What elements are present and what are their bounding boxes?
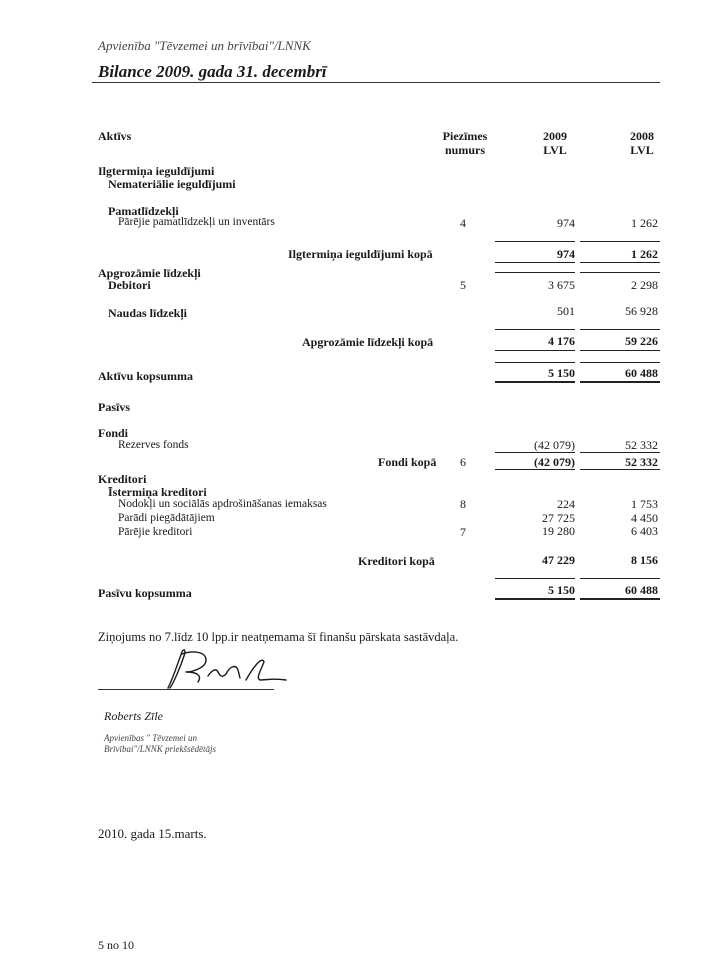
rule (495, 362, 575, 363)
rule (580, 241, 660, 242)
organization-name: Apvienība "Tēvzemei un brīvībai"/LNNK (98, 38, 311, 53)
row-label-cash: Naudas līdzekļi (108, 306, 188, 320)
double-rule (495, 381, 575, 383)
row-2009-total-assets: 5 150 (548, 366, 575, 380)
rule (580, 329, 660, 330)
row-2009-other-fixed-assets: 974 (557, 216, 575, 230)
row-2008-total-assets: 60 488 (625, 366, 658, 380)
rule (580, 452, 660, 453)
row-2009-cash: 501 (557, 304, 575, 318)
section-funds: Fondi (98, 426, 129, 440)
row-2009-taxes: 224 (557, 497, 575, 511)
row-note-other-creditors: 7 (460, 525, 466, 539)
rule (580, 350, 660, 351)
row-2009-creditors-total: 47 229 (542, 553, 575, 567)
rule (495, 329, 575, 330)
row-label-funds-total: Fondi kopā (378, 455, 437, 469)
row-label-suppliers: Parādi piegādātājiem (118, 512, 215, 524)
row-2008-cash: 56 928 (625, 304, 658, 318)
row-label-other-creditors: Pārējie kreditori (118, 526, 193, 538)
document-date: 2010. gada 15.marts. (98, 826, 207, 841)
column-header-2008-currency: LVL (630, 143, 654, 157)
rule (580, 469, 660, 470)
row-note-taxes: 8 (460, 497, 466, 511)
subsection-intangible-assets: Nemateriālie ieguldījumi (108, 177, 236, 191)
double-rule (580, 381, 660, 383)
page-number: 5 no 10 (98, 938, 134, 952)
row-label-total-liabilities: Pasīvu kopsumma (98, 586, 192, 600)
row-2008-current-total: 59 226 (625, 334, 658, 348)
row-label-reserve-fund: Rezerves fonds (118, 439, 189, 451)
row-2008-reserve-fund: 52 332 (625, 438, 658, 452)
rule (495, 272, 575, 273)
row-label-taxes: Nodokļi un sociālās apdrošināšanas iemaksas (118, 498, 327, 510)
subsection-fixed-assets: Pamatlīdzekļi (108, 204, 179, 218)
column-header-2009-currency: LVL (543, 143, 567, 157)
row-2008-funds-total: 52 332 (625, 455, 658, 469)
row-2009-suppliers: 27 725 (542, 511, 575, 525)
column-header-notes-line2: numurs (444, 143, 485, 157)
rule (580, 578, 660, 579)
row-2008-long-term-total: 1 262 (631, 247, 658, 261)
row-2008-creditors-total: 8 156 (631, 553, 658, 567)
row-2009-long-term-total: 974 (557, 247, 575, 261)
rule (495, 469, 575, 470)
section-current-assets: Apgrozāmie līdzekļi (98, 266, 201, 280)
column-header-2009: 2009 (543, 129, 567, 143)
row-2009-funds-total: (42 079) (534, 455, 575, 469)
rule (495, 452, 575, 453)
signature-line (98, 689, 274, 690)
double-rule (580, 598, 660, 600)
row-label-long-term-total: Ilgtermiņa ieguldījumi kopā (288, 247, 433, 261)
column-header-aktivs: Aktīvs (98, 129, 132, 143)
row-2009-total-liabilities: 5 150 (548, 583, 575, 597)
row-2009-current-total: 4 176 (548, 334, 575, 348)
row-2008-total-liabilities: 60 488 (625, 583, 658, 597)
row-label-current-total: Apgrozāmie līdzekļi kopā (302, 335, 434, 349)
row-label-creditors-total: Kreditori kopā (358, 554, 435, 568)
row-2009-debtors: 3 675 (548, 278, 575, 292)
signature-image (146, 646, 296, 692)
section-liabilities: Pasīvs (98, 400, 131, 414)
section-long-term-investments: Ilgtermiņa ieguldījumi (98, 164, 215, 178)
statement-note: Ziņojums no 7.līdz 10 lpp.ir neatņemama šī finanšu pārskata sastāvdaļa. (98, 630, 459, 644)
rule (580, 362, 660, 363)
subsection-short-term-creditors: Īstermiņa kreditori (108, 485, 207, 499)
row-note-debtors: 5 (460, 278, 466, 292)
title-underline (92, 82, 660, 83)
row-label-other-fixed-assets: Pārējie pamatlīdzekļi un inventārs (118, 216, 275, 228)
row-label-total-assets: Aktīvu kopsumma (98, 369, 194, 383)
row-2008-suppliers: 4 450 (631, 511, 658, 525)
row-2008-other-fixed-assets: 1 262 (631, 216, 658, 230)
row-note-other-fixed-assets: 4 (460, 216, 466, 230)
rule (495, 578, 575, 579)
row-label-debtors: Debitori (108, 278, 151, 292)
row-2009-other-creditors: 19 280 (542, 524, 575, 538)
document-title: Bilance 2009. gada 31. decembrī (98, 62, 327, 81)
rule (580, 262, 660, 263)
row-2008-taxes: 1 753 (631, 497, 658, 511)
row-2009-reserve-fund: (42 079) (534, 438, 575, 452)
column-header-2008: 2008 (630, 129, 654, 143)
rule (580, 272, 660, 273)
row-note-funds-total: 6 (460, 455, 466, 469)
signer-role-line1: Apvienības " Tēvzemei un (104, 733, 198, 743)
column-header-notes-line1: Piezīmes (442, 129, 488, 143)
rule (495, 350, 575, 351)
rule (495, 241, 575, 242)
signer-name: Roberts Zīle (104, 709, 163, 723)
rule (495, 262, 575, 263)
row-2008-debtors: 2 298 (631, 278, 658, 292)
section-creditors: Kreditori (98, 472, 147, 486)
double-rule (495, 598, 575, 600)
signer-role-line2: Brīvībai"/LNNK priekšsēdētājs (104, 744, 217, 754)
row-2008-other-creditors: 6 403 (631, 524, 658, 538)
